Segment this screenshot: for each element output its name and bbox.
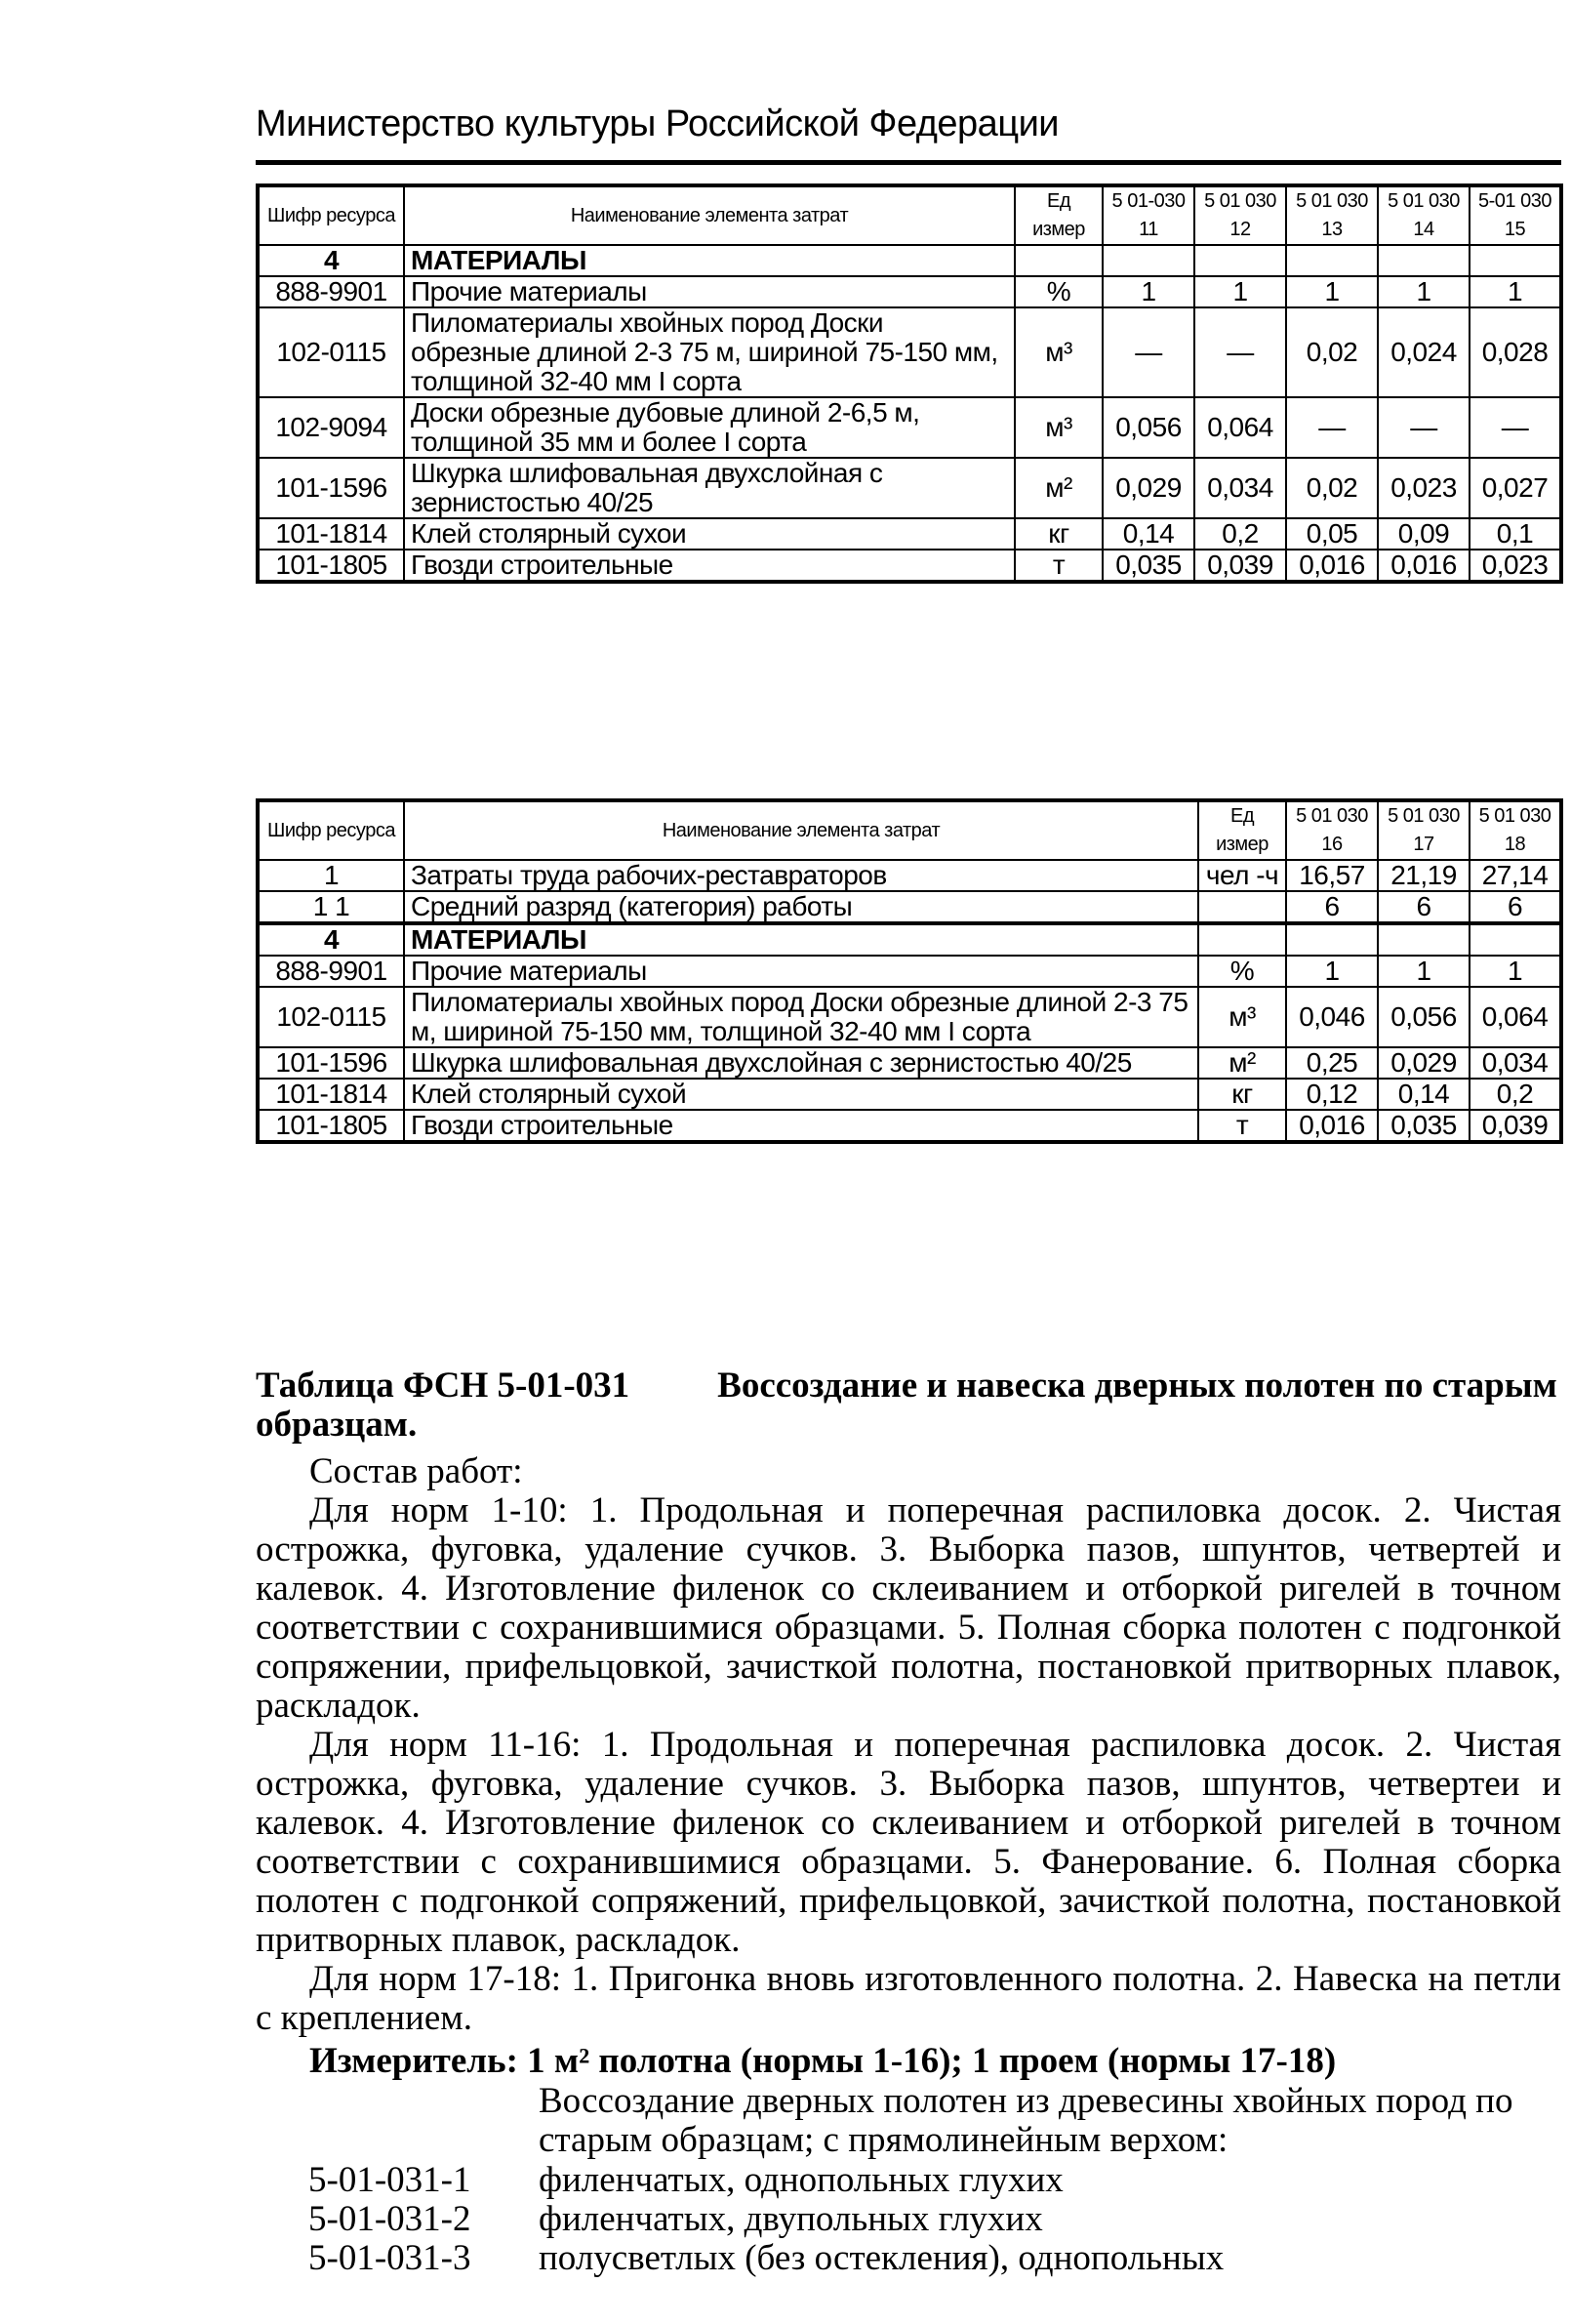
resource-name: Пиломатериалы хвойных пород Доски обрезные длиной 2-3 75 м, шириной 75-150 мм, толщиной 32-40 мм I сорта: [404, 987, 1198, 1047]
resource-value: 0,02: [1286, 307, 1378, 397]
table-row: [258, 860, 1561, 891]
resource-unit: м³: [1015, 397, 1103, 458]
norm-code: 5-01-031-3: [308, 2238, 471, 2278]
header-rule: [256, 160, 1561, 165]
resource-value: 0,25: [1286, 1047, 1378, 1079]
norm-list: [308, 2161, 1224, 2278]
table-body: [258, 860, 1561, 1142]
resource-value: 0,064: [1194, 397, 1286, 458]
resource-value: 1: [1470, 956, 1561, 987]
resource-value: 0,023: [1378, 458, 1470, 518]
resource-value: 27,14: [1470, 860, 1561, 891]
section-row: [258, 245, 1561, 276]
resource-unit: кг: [1198, 1079, 1286, 1110]
resource-value: 0,016: [1378, 550, 1470, 582]
norm-intro: Воссоздание дверных полотен из древесины хвойных пород по старым образцам; с прямолинейным верхом:: [539, 2081, 1513, 2160]
resource-value: 0,056: [1103, 397, 1194, 458]
table-row: [258, 276, 1561, 307]
resource-code: 1: [258, 860, 404, 891]
resource-value: 0,016: [1286, 1110, 1378, 1142]
table-row: [258, 397, 1561, 458]
header-code: Шифр ресурса: [258, 800, 404, 860]
resource-value: 0,05: [1286, 518, 1378, 550]
table-header-row: [258, 185, 1561, 245]
resource-unit: м³: [1198, 987, 1286, 1047]
resource-value: 0,023: [1470, 550, 1561, 582]
header-code: Шифр ресурса: [258, 185, 404, 245]
resource-value: 0,1: [1470, 518, 1561, 550]
resource-value: 0,039: [1470, 1110, 1561, 1142]
resource-table-2: [256, 798, 1563, 1144]
header-col: 5 01 030 18: [1470, 800, 1561, 860]
resource-value: 21,19: [1378, 860, 1470, 891]
resource-value: 0,027: [1470, 458, 1561, 518]
resource-code: 1 1: [258, 891, 404, 923]
resource-unit: чел -ч: [1198, 860, 1286, 891]
resource-value: 0,14: [1103, 518, 1194, 550]
norm-row: [308, 2239, 1224, 2278]
resource-name: Доски обрезные дубовые длиной 2-6,5 м, толщиной 35 мм и более I сорта: [404, 397, 1015, 458]
table-row: [258, 458, 1561, 518]
work-paragraph: Для норм 1-10: 1. Продольная и поперечная распиловка досок. 2. Чистая острожка, фуговка, удаление сучков. 3. Выборка пазов, шпунтов, четвертей и калевок. 4. Изготовление филенок со склеиванием и отборкой ригелей в точном соответствии с сохранившимися образцами. 5. Полная сборка полотен с подгонкой сопряжении, прифельцовкой, зачисткой полотна, постановкой притворных плавок, раскладок.: [256, 1490, 1561, 1726]
resource-value: 16,57: [1286, 860, 1378, 891]
resource-code: 102-0115: [258, 307, 404, 397]
norm-desc: филенчатых, однопольных глухих: [539, 2160, 1064, 2200]
header-col: 5 01 030 13: [1286, 185, 1378, 245]
table-row: [258, 307, 1561, 397]
caption-title: Воссоздание и навеска дверных полотен по старым образцам.: [256, 1366, 1557, 1445]
resource-value: 0,034: [1470, 1047, 1561, 1079]
resource-name: Клей столярный сухои: [404, 518, 1015, 550]
resource-value: 6: [1470, 891, 1561, 923]
norm-row: [308, 2200, 1224, 2239]
resource-value: —: [1194, 307, 1286, 397]
header-name: Наименование элемента затрат: [404, 185, 1015, 245]
resource-unit: м³: [1015, 307, 1103, 397]
work-description: [256, 1491, 1561, 2038]
resource-value: 0,09: [1378, 518, 1470, 550]
resource-code: 102-9094: [258, 397, 404, 458]
resource-value: [1286, 923, 1378, 956]
resource-value: 6: [1286, 891, 1378, 923]
resource-code: 888-9901: [258, 956, 404, 987]
resource-unit: м²: [1198, 1047, 1286, 1079]
header-name: Наименование элемента затрат: [404, 800, 1198, 860]
resource-value: [1378, 923, 1470, 956]
table-row: [258, 1079, 1561, 1110]
resource-code: 101-1596: [258, 1047, 404, 1079]
resource-code: 4: [258, 923, 404, 956]
resource-value: 1: [1378, 956, 1470, 987]
resource-name: Клей столярный сухой: [404, 1079, 1198, 1110]
header-unit: Ед измер: [1015, 185, 1103, 245]
table-row: [258, 1047, 1561, 1079]
resource-value: 0,034: [1194, 458, 1286, 518]
caption-label: Таблица ФСН 5-01-031: [256, 1366, 630, 1406]
resource-name: Прочие материалы: [404, 956, 1198, 987]
work-paragraph: Для норм 11-16: 1. Продольная и поперечная распиловка досок. 2. Чистая острожка, фуговка, удаление сучков. 3. Выборка пазов, шпунтов, четвертеи и калевок. 4. Изготовление филенок со склеиванием и отборкой ригелей в точном соответствии с сохранившимися образцами. 5. Фанерование. 6. Полная сборка полотен с подгонкой сопряжений, прифельцовкой, зачисткой полотна, постановкой притворных плавок, раскладок.: [256, 1725, 1561, 1960]
resource-value: 1: [1378, 276, 1470, 307]
norm-row: [308, 2161, 1224, 2200]
resource-value: —: [1378, 397, 1470, 458]
resource-code: 888-9901: [258, 276, 404, 307]
resource-value: 1: [1286, 956, 1378, 987]
resource-name: Затраты труда рабочих-реставраторов: [404, 860, 1198, 891]
resource-value: 0,039: [1194, 550, 1286, 582]
header-col: 5 01-030 11: [1103, 185, 1194, 245]
table-row: [258, 518, 1561, 550]
resource-value: 6: [1378, 891, 1470, 923]
resource-unit: т: [1015, 550, 1103, 582]
resource-value: 1: [1194, 276, 1286, 307]
resource-name: Гвозди строительные: [404, 550, 1015, 582]
resource-value: 0,046: [1286, 987, 1378, 1047]
resource-unit: кг: [1015, 518, 1103, 550]
header-col: 5 01 030 17: [1378, 800, 1470, 860]
norm-desc: полусветлых (без остекления), однопольных: [539, 2238, 1225, 2278]
resource-value: 0,2: [1194, 518, 1286, 550]
resource-value: —: [1286, 397, 1378, 458]
resource-code: 101-1814: [258, 518, 404, 550]
resource-value: 0,029: [1103, 458, 1194, 518]
resource-unit: %: [1015, 276, 1103, 307]
resource-name: Пиломатериалы хвойных пород Доски обрезные длиной 2-3 75 м, шириной 75-150 мм, толщиной 32-40 мм I сорта: [404, 307, 1015, 397]
table-row: [258, 987, 1561, 1047]
resource-value: 0,024: [1378, 307, 1470, 397]
table-row: [258, 1110, 1561, 1142]
table-body: [258, 245, 1561, 582]
resource-table-1: [256, 183, 1563, 584]
resource-name: Средний разряд (категория) работы: [404, 891, 1198, 923]
resource-value: —: [1103, 307, 1194, 397]
table-header-row: [258, 800, 1561, 860]
resource-unit: [1198, 891, 1286, 923]
header-col: 5 01 030 16: [1286, 800, 1378, 860]
header-col: 5 01 030 14: [1378, 185, 1470, 245]
measure-line: Измеритель: 1 м² полотна (нормы 1-16); 1 проем (нормы 17-18): [309, 2041, 1337, 2081]
resource-name: МАТЕРИАЛЫ: [404, 245, 1015, 276]
resource-name: Шкурка шлифовальная двухслойная с зернистостью 40/25: [404, 1047, 1198, 1079]
resource-code: 101-1805: [258, 1110, 404, 1142]
resource-name: Гвозди строительные: [404, 1110, 1198, 1142]
resource-name: Шкурка шлифовальная двухслойная с зернистостью 40/25: [404, 458, 1015, 518]
page-header: Министерство культуры Российской Федерации: [256, 103, 1060, 144]
norm-desc: филенчатых, двупольных глухих: [539, 2199, 1043, 2239]
resource-value: 0,029: [1378, 1047, 1470, 1079]
norm-code: 5-01-031-1: [308, 2160, 471, 2200]
resource-value: [1194, 245, 1286, 276]
resource-code: 101-1814: [258, 1079, 404, 1110]
resource-value: [1103, 245, 1194, 276]
resource-value: [1378, 245, 1470, 276]
resource-code: 101-1596: [258, 458, 404, 518]
resource-value: 0,035: [1378, 1110, 1470, 1142]
table-row: [258, 550, 1561, 582]
header-col: 5-01 030 15: [1470, 185, 1561, 245]
resource-unit: %: [1198, 956, 1286, 987]
header-col: 5 01 030 12: [1194, 185, 1286, 245]
resource-value: 0,035: [1103, 550, 1194, 582]
resource-value: 0,12: [1286, 1079, 1378, 1110]
resource-value: [1286, 245, 1378, 276]
table-caption: [256, 1366, 1561, 1445]
resource-value: 0,2: [1470, 1079, 1561, 1110]
resource-value: 1: [1286, 276, 1378, 307]
work-paragraph: Для норм 17-18: 1. Пригонка вновь изготовленного полотна. 2. Навеска на петли с креплением.: [256, 1959, 1561, 2038]
norm-code: 5-01-031-2: [308, 2199, 471, 2239]
resource-unit: т: [1198, 1110, 1286, 1142]
resource-unit: м²: [1015, 458, 1103, 518]
resource-value: [1470, 245, 1561, 276]
resource-value: 0,028: [1470, 307, 1561, 397]
resource-name: МАТЕРИАЛЫ: [404, 923, 1198, 956]
resource-value: 0,02: [1286, 458, 1378, 518]
resource-value: 0,016: [1286, 550, 1378, 582]
resource-value: 1: [1470, 276, 1561, 307]
resource-unit: [1015, 245, 1103, 276]
table-row: [258, 956, 1561, 987]
resource-value: [1470, 923, 1561, 956]
resource-value: —: [1470, 397, 1561, 458]
resource-value: 1: [1103, 276, 1194, 307]
resource-code: 102-0115: [258, 987, 404, 1047]
resource-value: 0,056: [1378, 987, 1470, 1047]
resource-code: 4: [258, 245, 404, 276]
resource-name: Прочие материалы: [404, 276, 1015, 307]
table-row: [258, 891, 1561, 923]
resource-value: 0,14: [1378, 1079, 1470, 1110]
resource-code: 101-1805: [258, 550, 404, 582]
resource-unit: [1198, 923, 1286, 956]
resource-value: 0,064: [1470, 987, 1561, 1047]
work-heading: Состав работ:: [309, 1451, 523, 1491]
section-row: [258, 923, 1561, 956]
header-unit: Ед измер: [1198, 800, 1286, 860]
